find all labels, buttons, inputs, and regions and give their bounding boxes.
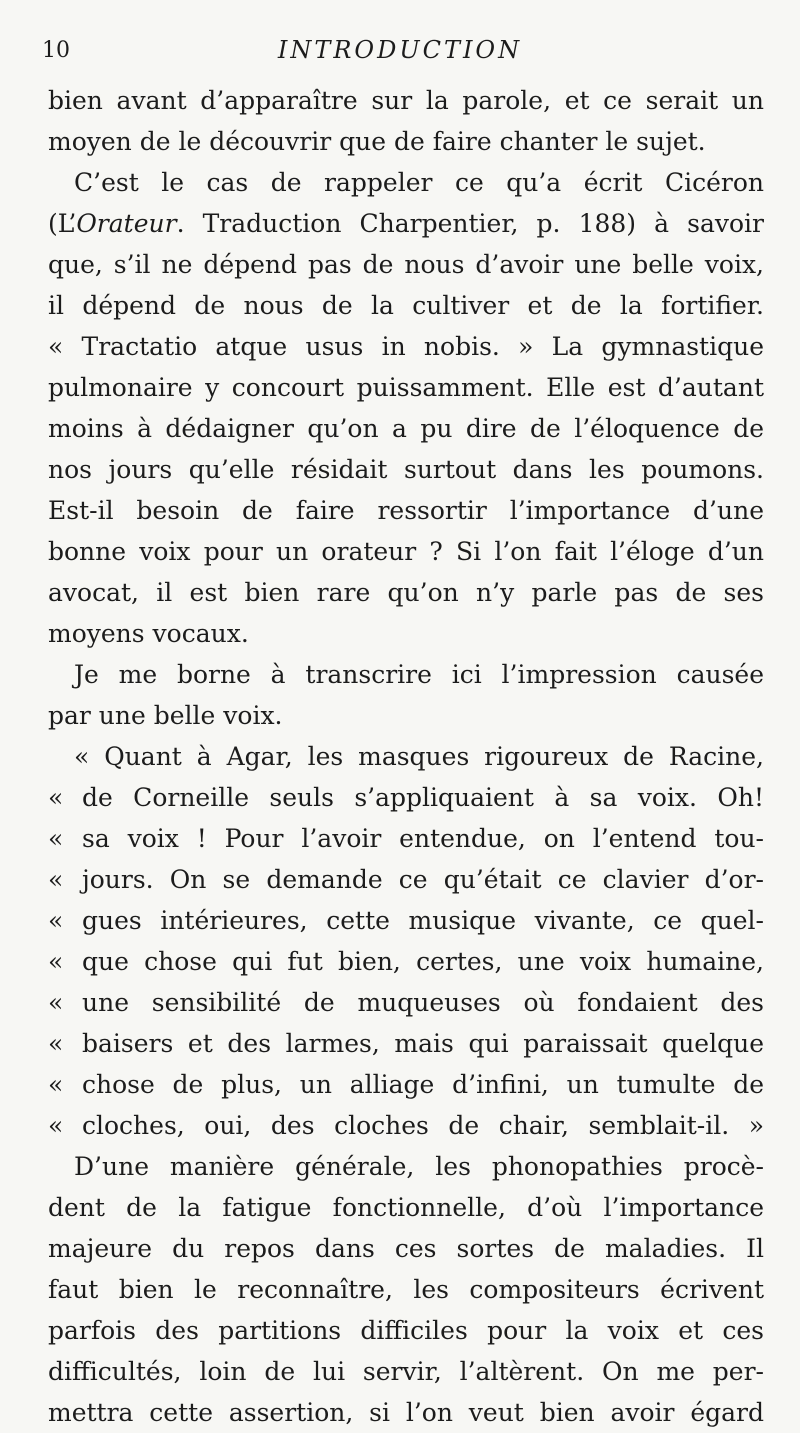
- line-text: (L’: [48, 209, 77, 238]
- text-line: [48, 736, 764, 777]
- text-line: [48, 1351, 764, 1392]
- text-line: [48, 80, 764, 121]
- text-line: [48, 900, 764, 941]
- line-text: il dépend de nous de la cultiver et de la fortifier.: [48, 291, 764, 320]
- line-text: faut bien le reconnaître, les compositeurs écrivent: [48, 1275, 764, 1304]
- text-line: [48, 613, 764, 654]
- text-line: [48, 982, 764, 1023]
- text-line: [48, 367, 764, 408]
- text-line: [48, 162, 764, 203]
- line-text: que, s’il ne dépend pas de nous d’avoir une belle voix,: [48, 250, 764, 279]
- running-title: INTRODUCTION: [277, 36, 523, 64]
- text-line: [48, 244, 764, 285]
- line-text: par une belle voix.: [48, 701, 283, 730]
- line-text: moins à dédaigner qu’on a pu dire de l’éloquence de: [48, 414, 764, 443]
- line-text: dent de la fatigue fonctionnelle, d’où l’importance: [48, 1193, 764, 1222]
- line-text: mettra cette assertion, si l’on veut bien avoir égard: [48, 1398, 764, 1427]
- line-text: baisers et des larmes, mais qui paraissait quelque: [82, 1029, 764, 1058]
- line-text: bonne voix pour un orateur ? Si l’on fait l’éloge d’un: [48, 537, 764, 566]
- line-text: . Traduction Charpentier, p. 188) à savoir: [176, 209, 764, 238]
- text-line: [48, 326, 764, 367]
- text-line: [48, 1023, 764, 1064]
- line-text: jours. On se demande ce qu’était ce clavier d’or-: [82, 865, 764, 894]
- quote-mark: «: [48, 906, 64, 935]
- text-line: [48, 777, 764, 818]
- text-line: [48, 1269, 764, 1310]
- line-text: majeure du repos dans ces sortes de maladies. Il: [48, 1234, 764, 1263]
- line-text: « Tractatio atque usus in nobis. » La gymnastique: [48, 332, 764, 361]
- quote-mark: «: [48, 1070, 64, 1099]
- text-line: [48, 1228, 764, 1269]
- quote-mark: «: [48, 783, 64, 812]
- quote-mark: «: [48, 865, 64, 894]
- text-line: [48, 654, 764, 695]
- quote-mark: «: [48, 988, 64, 1017]
- text-line: [48, 531, 764, 572]
- text-line: [48, 408, 764, 449]
- text-line: [48, 1105, 764, 1146]
- line-text: moyen de le découvrir que de faire chanter le sujet.: [48, 127, 706, 156]
- text-line: [48, 818, 764, 859]
- line-text: Je me borne à transcrire ici l’impression causée: [74, 660, 764, 689]
- line-text: Est-il besoin de faire ressortir l’importance d’une: [48, 496, 764, 525]
- line-text: gues intérieures, cette musique vivante, ce quel-: [82, 906, 764, 935]
- quote-mark: «: [48, 824, 64, 853]
- text-line: [48, 1187, 764, 1228]
- line-text: moyens vocaux.: [48, 619, 249, 648]
- quote-mark: «: [48, 1111, 64, 1140]
- text-line: [48, 490, 764, 531]
- line-text: « Quant à Agar, les masques rigoureux de Racine,: [74, 742, 764, 771]
- line-text: cloches, oui, des cloches de chair, semblait-il. »: [82, 1111, 764, 1140]
- body-text: [48, 80, 764, 1433]
- line-text: pulmonaire y concourt puissamment. Elle est d’autant: [48, 373, 764, 402]
- text-line: [48, 449, 764, 490]
- line-text: une sensibilité de muqueuses où fondaient des: [82, 988, 764, 1017]
- quote-mark: «: [48, 947, 64, 976]
- italic-title: Orateur: [76, 209, 177, 238]
- text-line: [48, 572, 764, 613]
- line-text: sa voix ! Pour l’avoir entendue, on l’entend tou-: [82, 824, 764, 853]
- text-line: [48, 1310, 764, 1351]
- line-text: chose de plus, un alliage d’infini, un tumulte de: [82, 1070, 764, 1099]
- line-text: parfois des partitions difficiles pour la voix et ces: [48, 1316, 764, 1345]
- page-number: 10: [42, 38, 70, 63]
- line-text: C’est le cas de rappeler ce qu’a écrit Cicéron: [74, 168, 764, 197]
- page-header: [0, 32, 800, 72]
- line-text: de Corneille seuls s’appliquaient à sa voix. Oh!: [82, 783, 764, 812]
- line-text: que chose qui fut bien, certes, une voix humaine,: [82, 947, 764, 976]
- line-text: nos jours qu’elle résidait surtout dans les poumons.: [48, 455, 764, 484]
- text-line: [48, 1392, 764, 1433]
- text-line: [48, 285, 764, 326]
- text-line: [48, 859, 764, 900]
- line-text: bien avant d’apparaître sur la parole, et ce serait un: [48, 86, 764, 115]
- text-line: [48, 1064, 764, 1105]
- line-text: avocat, il est bien rare qu’on n’y parle pas de ses: [48, 578, 764, 607]
- text-line: [48, 941, 764, 982]
- line-text: D’une manière générale, les phonopathies procè-: [74, 1152, 764, 1181]
- text-line: [48, 1146, 764, 1187]
- line-text: difficultés, loin de lui servir, l’altèrent. On me per-: [48, 1357, 764, 1386]
- text-line: [48, 203, 764, 244]
- text-line: [48, 695, 764, 736]
- quote-mark: «: [48, 1029, 64, 1058]
- text-line: [48, 121, 764, 162]
